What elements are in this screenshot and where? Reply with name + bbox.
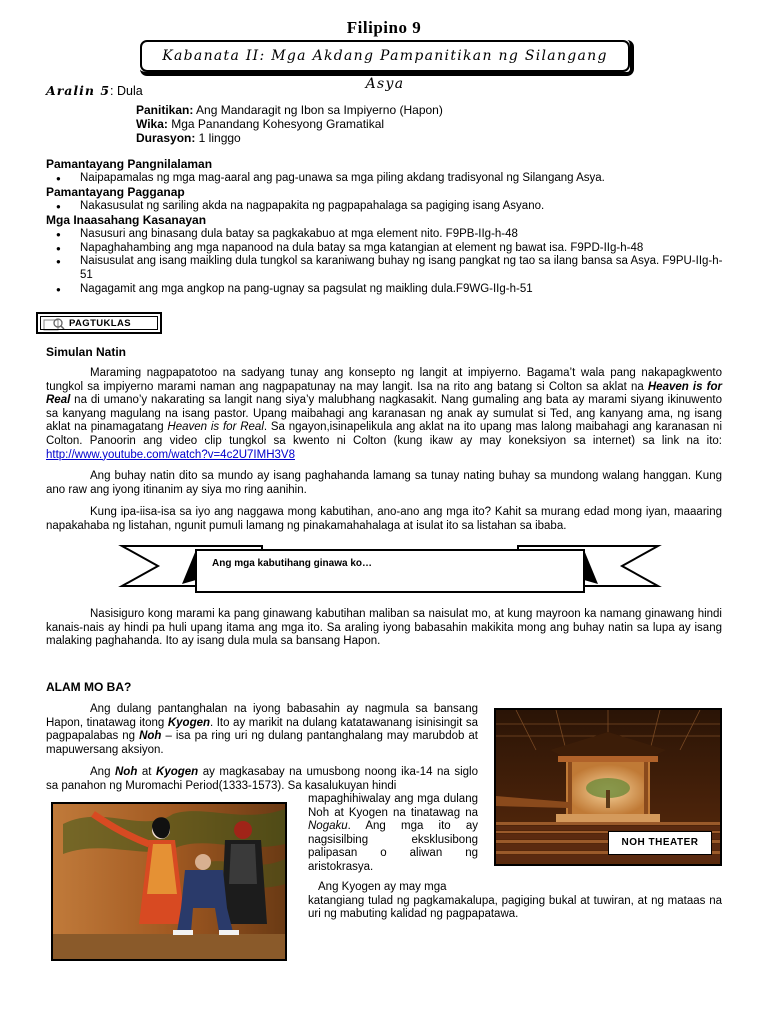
wika-value: Mga Panandang Kohesyong Gramatikal — [167, 117, 385, 131]
magnifier-book-icon — [43, 317, 65, 334]
kyogen-performance-photo — [51, 802, 287, 961]
list-item: ● Naipapamalas ng mga mag-aaral ang pag-unawa sa mga piling akdang tradisyonal ng Silangang Asya. — [56, 172, 726, 186]
alam-paragraph-2b: mapaghihiwalay ang mga dulang Noh at Kyogen na tinatawag na Nogaku. Ang mga ito ay nagsisilbing eksklusibong palipasan o aliwan ng aristokrasya. — [308, 793, 478, 873]
chapter-banner: Kabanata II: Mga Akdang Pampanitikan ng Silangang Asya — [140, 40, 630, 72]
pagganap-list — [56, 200, 726, 214]
panitikan-value: Ang Mandaragit ng Ibon sa Impiyerno (Hapon) — [193, 103, 443, 117]
ribbon-banner — [118, 540, 662, 596]
alam-paragraph-1: Ang dulang pantanghalan na iyong babasahin ay nagmula sa bansang Hapon, tinatawag itong Kyogen. Ito ay marikit na dulang katatawanang isinisingit sa pagpapalabas ng Noh – isa pa ring uri ng dulang pantanghalang may marubdob at mapuwersang aksiyon. — [46, 703, 478, 756]
noh-theater-caption: NOH THEATER — [608, 831, 712, 855]
list-item: ● Nakasusulat ng sariling akda na nagpapakita ng pagpapahalaga sa pagiging isang Asyano. — [56, 200, 726, 214]
pagtuklas-label: PAGTUKLAS — [69, 318, 132, 329]
list-item: ● Naisusulat ang isang maikling dula tungkol sa karaniwang buhay ng isang pangkat ng tao sa ilang bansa sa Asya. F9PU-IIg-h-51 — [56, 255, 726, 282]
simulan-paragraph-2: Ang buhay natin dito sa mundo ay isang paghahanda lamang sa tunay nating buhay sa mundong walang hanggan. Kung ano raw ang iyong itinanim ay siya mo ring aanihin. — [46, 470, 722, 496]
book-title: Heaven is for Real — [46, 380, 722, 407]
kasanayan-heading: Mga Inaasahang Kasanayan — [46, 213, 207, 227]
list-item: ● Nagagamit ang mga angkop na pang-ugnay sa pagsulat ng maikling dula.F9WG-IIg-h-51 — [56, 283, 726, 297]
pagganap-heading: Pamantayang Pagganap — [46, 185, 185, 199]
pangnilalaman-heading: Pamantayang Pangnilalaman — [46, 157, 213, 171]
lesson-heading — [46, 83, 143, 98]
wika-label: Wika: — [136, 117, 168, 131]
book-title-2: Heaven is for Real — [167, 421, 264, 434]
alam-paragraph-2a: Ang Noh at Kyogen ay magkasabay na umusbong noong ika-14 na siglo sa panahon ng Muromachi Period(1333-1573). Sa kasalukuyan hindi — [46, 766, 478, 792]
lesson-meta — [136, 103, 443, 145]
kabutihan-banner-label: Ang mga kabutihang ginawa ko… — [212, 558, 373, 569]
lesson-label: Aralin 5 — [46, 83, 111, 98]
alam-heading: ALAM MO BA? — [46, 680, 132, 694]
pagtuklas-tag — [36, 312, 162, 334]
page-title: Filipino 9 — [346, 18, 422, 37]
simulan-heading: Simulan Natin — [46, 345, 127, 359]
lesson-title: : Dula — [110, 84, 143, 98]
durasyon-label: Durasyon: — [136, 131, 196, 145]
youtube-link[interactable]: http://www.youtube.com/watch?v=4c2U7IMH3V8 — [46, 448, 295, 461]
alam-paragraph-3: Ang Kyogen ay may mga katangiang tulad ng pagkamakalupa, pagiging bukal at tuwiran, at ng mataas na uri ng mabuting kalidad ng pagpapatawa. — [308, 881, 722, 921]
list-item: ● Nasusuri ang binasang dula batay sa pagkakabuo at mga element nito. F9PB-IIg-h-48 — [56, 228, 726, 242]
simulan-paragraph-4: Nasisiguro kong marami ka pang ginawang kabutihan maliban sa naisulat mo, at kung mayroon ka namang ginawang hindi kanais-nais ay hindi pa huli upang itama ang mga ito. Sa araling iyong babasahin makikita mong ang buhay natin sa lupa ay isang malaking paghahanda. Ito ay isang dula mula sa bansang Hapon. — [46, 608, 722, 648]
kasanayan-list — [56, 228, 726, 297]
panitikan-label: Panitikan: — [136, 103, 194, 117]
list-item: ● Napaghahambing ang mga napanood na dula batay sa mga katangian at element ng bawat isa. F9PD-IIg-h-48 — [56, 242, 726, 256]
durasyon-value: 1 linggo — [195, 131, 241, 145]
simulan-paragraph-1: Maraming nagpapatotoo na sadyang tunay ang konsepto ng langit at impiyerno. Bagama’t wala pang nakapagkwento tungkol sa impiyerno marami naman ang nagpapatunay na may langit. Isa na rito ang batang si Colton sa aklat na Heaven is for Real na di umano’y nakarating sa langit nang siya’y malubhang nagkasakit. Nang gumaling ang bata ay marami siyang ikinuwento sa kanyang magulang na isang pastor. Upang maibahagi ang karanasan ng anak ay sumulat si Ted, ang kanyang ama, ng isang aklat na pinamagatang Heaven is for Real. Sa ngayon,isinapelikula ang aklat na ito upang mas lalong maibahagi ang karanasan ni Colton. Panoorin ang video clip tungkol sa kwento ni Colton (kung ikaw ay may koneksiyon sa internet) sa link na ito: http://www.youtube.com/watch?v=4c2U7IMH3V8 — [46, 367, 722, 461]
simulan-paragraph-3: Kung ipa-iisa-isa sa iyo ang naggawa mong kabutihan, ano-ano ang mga ito? Kahit sa murang edad mong iyan, maaaring napakahaba ng listahan, ngunit pumuli lamang ng pinakamahahalaga at isulat ito sa listahan sa ibaba. — [46, 506, 722, 532]
pangnilalaman-list — [56, 172, 726, 186]
